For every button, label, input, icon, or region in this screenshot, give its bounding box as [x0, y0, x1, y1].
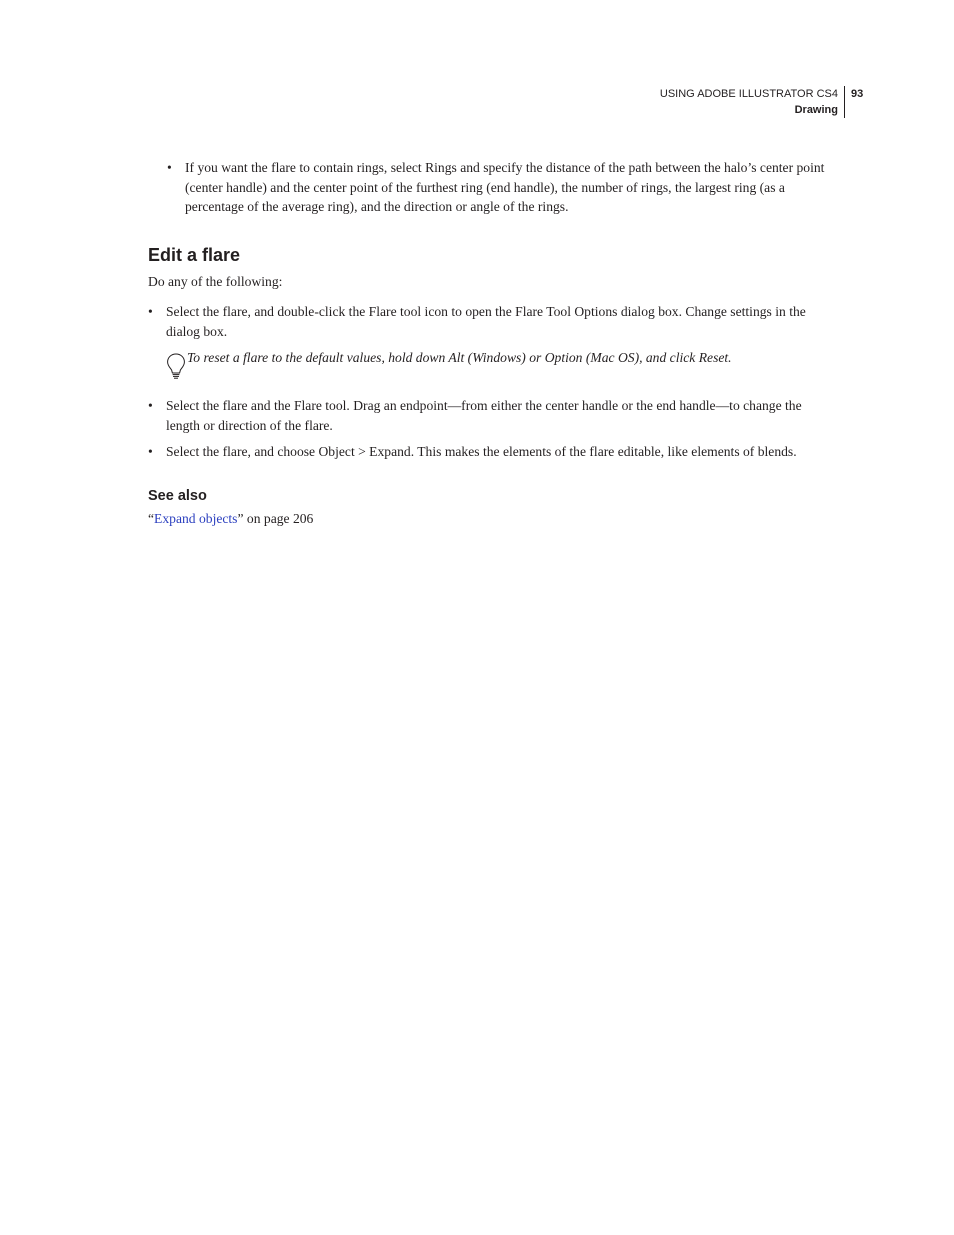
list-item: [148, 442, 846, 462]
list-item-text: Select the flare and the Flare tool. Drag an endpoint—from either the center handle or the end handle—to change the length or direction of the flare.: [166, 398, 802, 433]
page-number: 93: [851, 88, 864, 100]
tip-text: To reset a flare to the default values, hold down Alt (Windows) or Option (Mac OS), and click Reset.: [187, 350, 732, 365]
list-item-text: Select the flare, and double-click the Flare tool icon to open the Flare Tool Options dialog box. Change settings in the dialog box.: [166, 304, 806, 339]
lightbulb-icon: [166, 352, 186, 380]
section-name: Drawing: [794, 104, 838, 116]
bullet-glyph: •: [148, 398, 153, 413]
open-quote: “: [148, 511, 155, 526]
intro-bullet-text: If you want the flare to contain rings, select Rings and specify the distance of the path between the halo’s center point (center handle) and the center point of the furthest ring (end handle), the number of rings, the largest ring (as a percentage of the average ring), and the direction or angle of the rings.: [185, 160, 825, 214]
see-also-reference: [148, 509, 313, 529]
expand-objects-link[interactable]: Expand objects: [154, 511, 238, 526]
intro-bullet-item: [167, 158, 840, 217]
page-reference: ” on page 206: [237, 511, 314, 526]
bullet-glyph: •: [148, 444, 153, 459]
section-heading: Edit a flare: [148, 245, 241, 265]
lead-paragraph: Do any of the following:: [148, 274, 283, 289]
bullet-glyph: •: [148, 304, 153, 319]
book-title: USING ADOBE ILLUSTRATOR CS4: [659, 88, 838, 100]
list-item-text: Select the flare, and choose Object > Expand. This makes the elements of the flare editable, like elements of blends.: [166, 444, 797, 459]
see-also-heading: See also: [148, 488, 207, 504]
list-item: [148, 302, 838, 341]
running-header: [660, 86, 845, 118]
list-item: [148, 396, 838, 435]
bullet-glyph: •: [167, 160, 172, 175]
